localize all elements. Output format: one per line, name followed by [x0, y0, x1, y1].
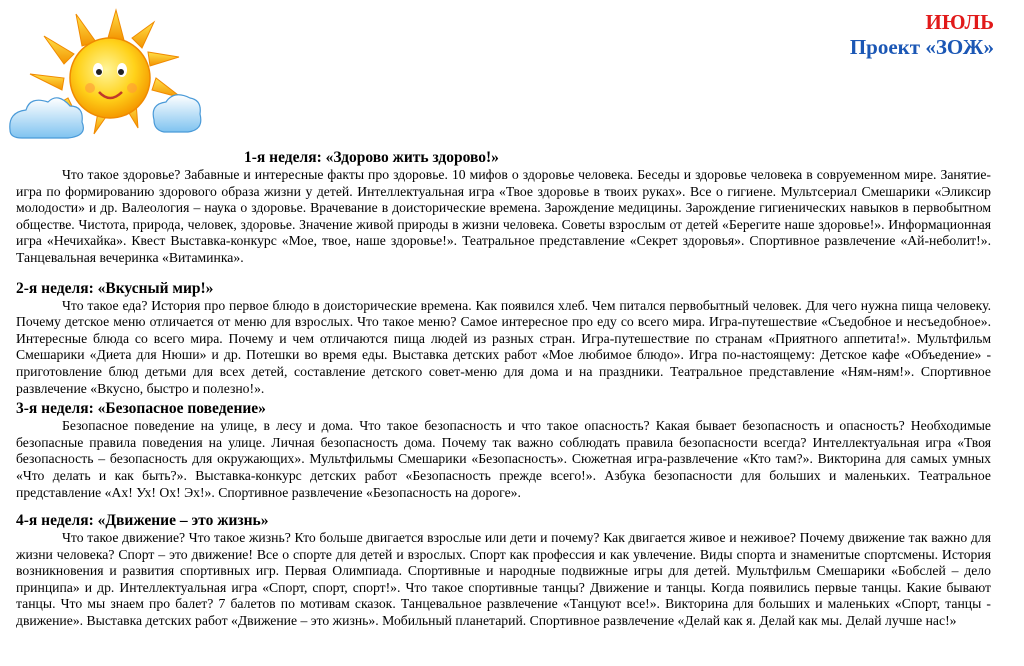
week-2-heading: 2-я неделя: «Вкусный мир!» — [16, 279, 214, 297]
week-3-heading: 3-я неделя: «Безопасное поведение» — [16, 400, 266, 418]
project-title: Проект «ЗОЖ» — [849, 35, 994, 59]
week-2-section — [16, 279, 991, 398]
sun-illustration — [4, 2, 204, 152]
week-3-section — [16, 399, 991, 501]
week-4-section — [16, 511, 991, 630]
week-4-heading: 4-я неделя: «Движение – это жизнь» — [16, 512, 269, 530]
page-header — [850, 10, 994, 60]
week-1-section — [16, 148, 991, 267]
week-1-text: Что такое здоровье? Забавные и интересные факты про здоровье. 10 мифов о здоровье человека. Беседы и здоровье человека в совруеменном мире. Занятие-игра по формированию здорового образа жизни у детей. Интеллектуальная игра «Твое здоровье в твоих руках». Все о гигиене. Мультсериал Смешарики «Эликсир молодости» и др. Валеология – наука о здоровье. Врачевание в доисторические времена. Зарождение медицины. Зарождение гигиенических навыков в первобытном обществе. Чистота, природа, человек, здоровье. Значение живой природы в жизни человека. Советы взрослым от детей «Берегите наше здоровье!». Информационная игра «Нечихайка». Квест Выставка-конкурс «Мое, твое, наше здоровье!». Театральное представление «Секрет здоровья». Спортивное развлечение «Ай-неболит!». Танцевальная вечеринка «Витаминка». — [16, 167, 991, 265]
document-body — [16, 148, 991, 630]
week-1-heading: 1-я неделя: «Здорово жить здорово!» — [244, 149, 499, 166]
week-3-text: Безопасное поведение на улице, в лесу и дома. Что такое безопасность и что такое опасность? Какая бывает безопасность и опасность? Необходимые безопасные правила поведения на улице. Личная безопасность дома. Почему так важно соблюдать правила безопасности всегда? Интеллектуальная игра «Твоя безопасность – безопасность для окружающих». Мультфильмы Смешарики «Безопасность». Сюжетная игра-развлечение «Кто там?». Викторина для самых умных «Что делать и как быть?». Выставка-конкурс детских работ «Безопасность прежде всего!». Азбука безопасности для больших и маленьких. Театральное представление «Ах! Ух! Ох! Эх!». Спортивное развлечение «Безопасность на дороге». — [16, 418, 991, 500]
week-2-text: Что такое еда? История про первое блюдо в доисторические времена. Как появился хлеб. Чем питался первобытный человек. Для чего нужна пища человеку. Почему детское меню отличается от меню для взрослых. Что такое меню? Самое интересное про еду со всего мира. Игра-путешествие «Съедобное и несъедобное». Интересные блюда со всего мира. Почему и чем отличаются пища людей из разных стран. Игра-путешествие по странам «Приятного аппетита!». Мультфильм Смешарики «Диета для Нюши» и др. Потешки во время еды. Выставка детских работ «Мое любимое блюдо». Игра по-настоящему: Детское кафе «Объедение» - приготовление блюд детьми для всех детей, составление детского совет-меню для дома и на праздники. Театральное представление «Ням-ням!». Спортивное развлечение «Вкусно, быстро и полезно!». — [16, 297, 991, 396]
month-title: ИЮЛЬ — [925, 10, 994, 34]
week-4-text: Что такое движение? Что такое жизнь? Кто больше двигается взрослые или дети и почему? Как двигается живое и неживое? Почему движение так важно для жизни человека? Спорт – это движение! Все о спорте для детей и взрослых. Спорт как профессия и как увлечение. Виды спорта и знаменитые спортсмены. История возникновения и развития спортивных игр. Первая Олимпиада. Спортивные и народные подвижные игры для детей. Мультфильм Смешарики «Бобслей – дело принципа» и др. Интеллектуальная игра «Спорт, спорт, спорт!». Что такое спортивные танцы? Движение и танцы. Когда появились первые танцы. Какие бывают танцы. Что мы знаем про балет? 7 балетов по мотивам сказок. Танцевальное развлечение «Танцуют все!». Викторина для больших и маленьких «Спорт, танцы - движение». Выставка детских работ «Движение – это жизнь». Мобильный планетарий. Спортивное развлечение «Делай как я. Делай как мы. Делай лучше нас!» — [16, 530, 991, 629]
